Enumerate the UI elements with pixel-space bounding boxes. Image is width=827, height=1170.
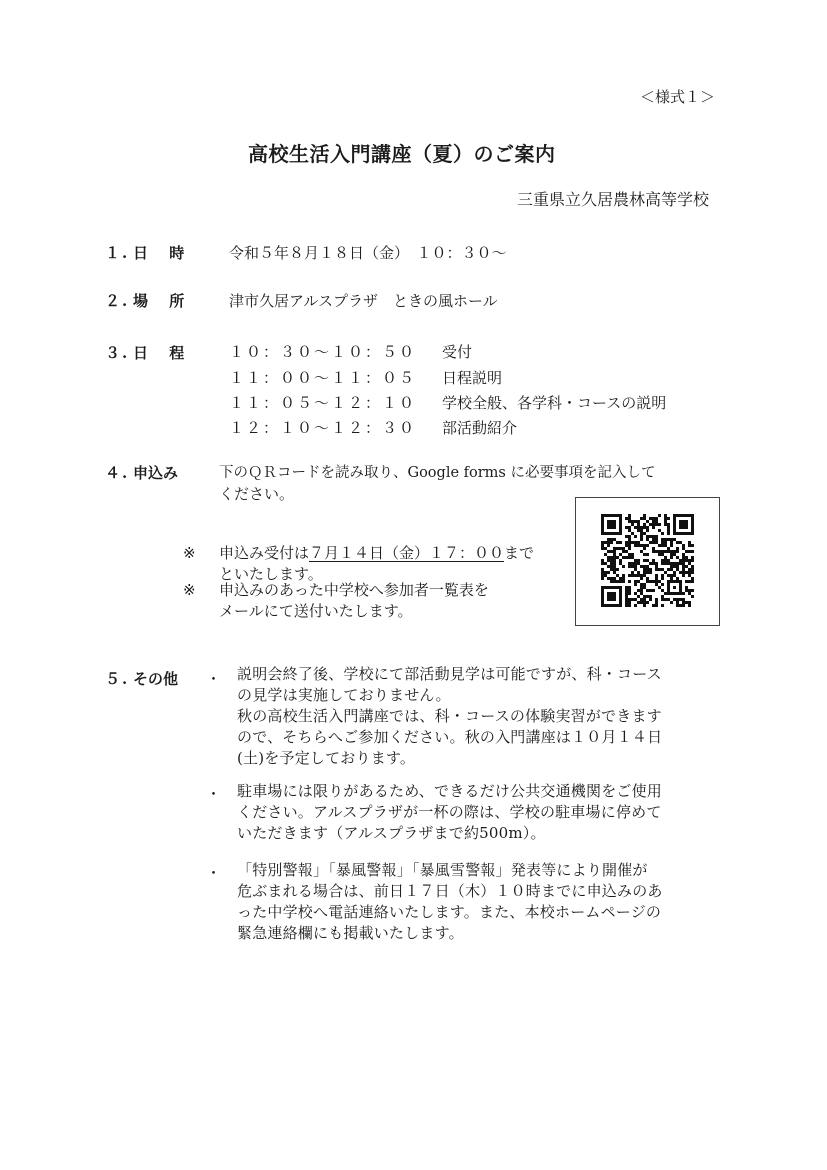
deadline-note-pre: 申込み受付は: [219, 544, 310, 562]
note-line: 駐車場には限りがあるため、できるだけ公共交通機関をご使用: [237, 782, 663, 800]
note-line: 危ぶまれる場合は、前日１７日（木）１０時までに申込みのあ: [237, 882, 663, 900]
section-4-number: ４.: [105, 464, 130, 482]
section-5-label: その他: [133, 670, 179, 688]
note-line: 緊急連絡欄にも掲載いたします。: [237, 924, 464, 942]
section-5-number: ５.: [105, 670, 130, 688]
schedule-row-desc: 学校全般、各学科・コースの説明: [442, 394, 667, 412]
event-datetime: 令和５年８月１８日（金） １０：３０～: [229, 244, 507, 262]
section-1-label: 日 時: [133, 244, 193, 262]
note-item-1: [237, 664, 727, 769]
bullet-mark: ・: [206, 670, 222, 688]
note-item-3: [237, 860, 727, 944]
note-line: ので、そちらへご参加ください。秋の入門講座は１０月１４日: [237, 728, 663, 746]
school-name: 三重県立久居農林高等学校: [517, 190, 710, 209]
note-line: った中学校へ電話連絡いたします。また、本校ホームページの: [237, 903, 662, 921]
schedule-row-desc: 部活動紹介: [442, 419, 518, 437]
section-3-number: ３.: [105, 344, 130, 362]
note-line: ください。アルスプラザが一杯の際は、学校の駐車場に停めて: [237, 803, 662, 821]
section-2-label: 場 所: [133, 292, 193, 310]
apply-instruction-line1: 下のＱＲコードを読み取り、Google forms に必要事項を記入して: [219, 465, 656, 481]
participant-list-note-line2: メールにて送付いたします。: [219, 602, 413, 620]
note-line: 「特別警報」「暴風警報」「暴風雪警報」発表等により開催が: [237, 861, 648, 879]
note-item-2: [237, 781, 727, 844]
section-1-number: １.: [105, 244, 130, 262]
schedule-row-time: １０：３０～１０：５０: [229, 343, 417, 361]
note-line: いただきます（アルスプラザまで約500m）。: [237, 824, 546, 842]
note-mark: ※: [183, 544, 196, 562]
note-line: 説明会終了後、学校にて部活動見学は可能ですが、科・コース: [237, 665, 662, 683]
participant-list-note: 申込みのあった中学校へ参加者一覧表を: [219, 581, 489, 599]
bullet-mark: ・: [206, 864, 222, 882]
event-place: 津市久居アルスプラザ ときの風ホール: [229, 292, 498, 310]
bullet-mark: ・: [206, 785, 222, 803]
note-line: 秋の高校生活入門講座では、科・コースの体験実習ができます: [237, 707, 662, 725]
qr-code-icon[interactable]: [601, 514, 694, 607]
deadline-note-line2: といたします。: [219, 565, 323, 583]
deadline-date: ７月１４日（金）１７：００: [309, 544, 505, 562]
note-mark: ※: [183, 581, 196, 599]
section-4-label: 申込み: [133, 464, 179, 482]
qr-code-frame[interactable]: [575, 497, 720, 626]
schedule-row-desc: 受付: [442, 343, 473, 361]
apply-instruction-line2: ください。: [219, 485, 295, 503]
schedule-row-time: １１：００～１１：０５: [229, 369, 417, 387]
schedule-row-time: １１：０５～１２：１０: [229, 394, 417, 412]
schedule-row-desc: 日程説明: [442, 369, 503, 387]
section-3-label: 日 程: [133, 344, 193, 362]
section-2-number: ２.: [105, 292, 130, 310]
form-number: ＜様式１＞: [640, 88, 716, 106]
deadline-note-post: まで: [504, 544, 535, 562]
note-line: (土)を予定しております。: [237, 749, 416, 767]
schedule-row-time: １２：１０～１２：３０: [229, 419, 417, 437]
note-line: の見学は実施しておりません。: [237, 686, 451, 704]
page-title: 高校生活入門講座（夏）のご案内: [248, 142, 556, 166]
